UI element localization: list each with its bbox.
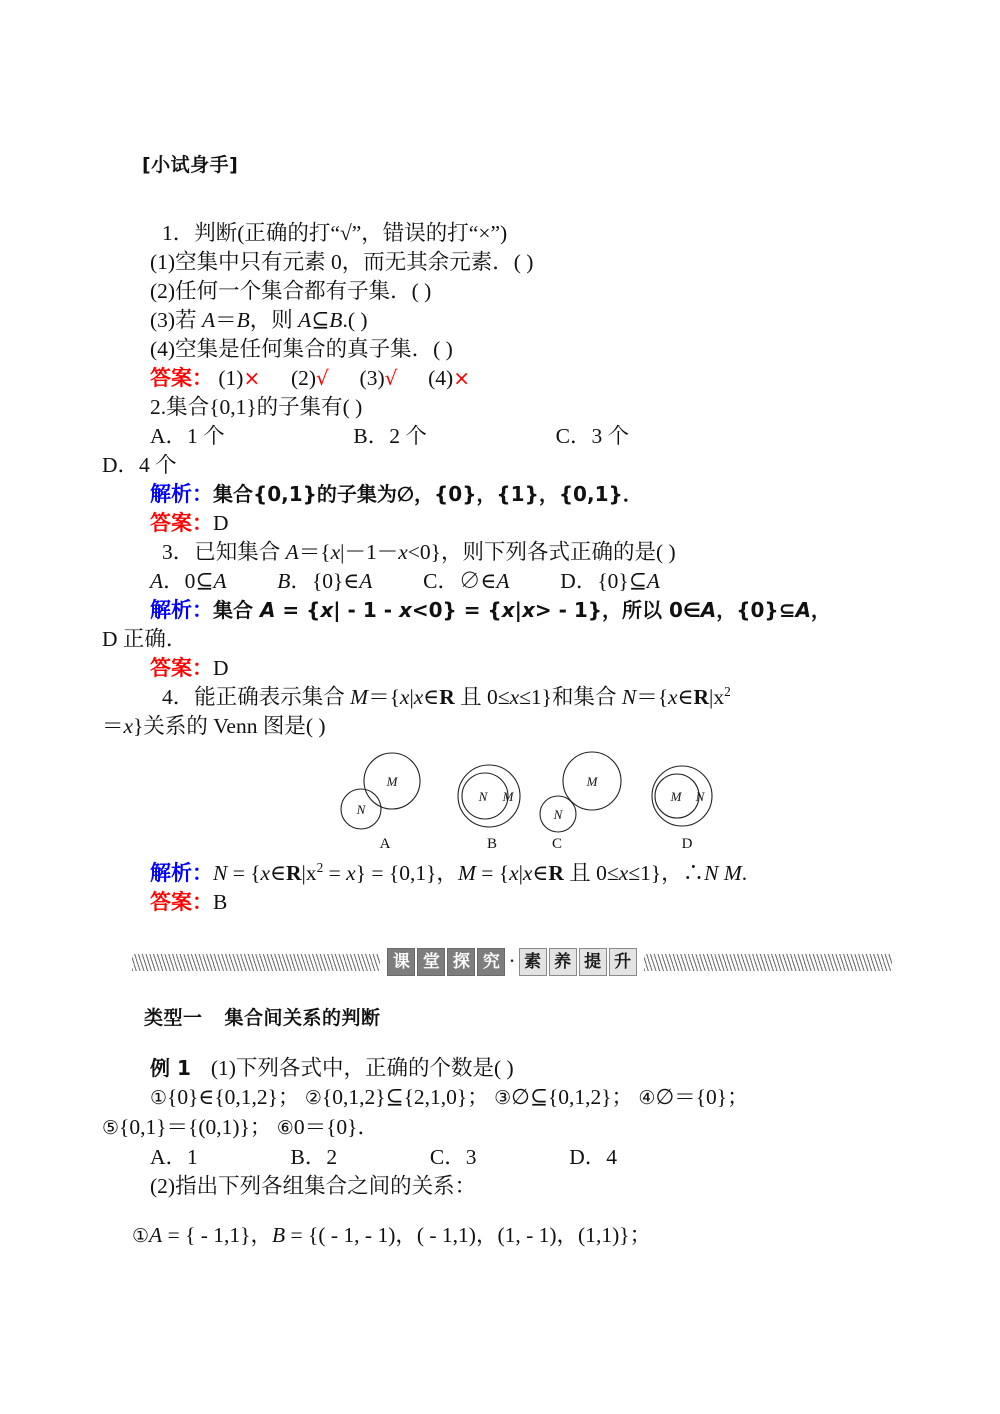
example1-choice-b: B．2 xyxy=(290,1145,338,1169)
q2-analysis-row xyxy=(132,480,892,509)
q1-item-1: (1)空集中只有元素 0，而无其余元素．( ) xyxy=(150,250,534,274)
q1-item-4: (4)空集是任何集合的真子集．( ) xyxy=(150,337,453,361)
banner-separator: · xyxy=(509,953,515,970)
example1-statements-row-2 xyxy=(102,1113,892,1143)
q1-stem: 1．判断(正确的打“√”，错误的打“×”) xyxy=(162,221,508,245)
statement-text-4: ∅＝{0}； xyxy=(655,1085,749,1109)
example1-heading-row xyxy=(132,1054,892,1083)
q1-answer-mark-3-num: (3) xyxy=(359,366,385,390)
hatch-left xyxy=(132,954,380,971)
banner-char-4: 究 xyxy=(477,948,505,976)
q1-answer-mark-1-num: (1) xyxy=(218,366,244,390)
q2-answer-row xyxy=(132,509,892,538)
q4-stem-line-1 xyxy=(132,683,892,712)
q4-stem-text-2: ＝x}关系的 Venn 图是( ) xyxy=(102,714,326,738)
q3-answer-label: 答案： xyxy=(150,656,213,680)
section-tag-heading: [小试身手] xyxy=(142,154,239,176)
example1-choice-row xyxy=(132,1143,892,1172)
statement-text-2: {0,1,2}⊆{2,1,0}； xyxy=(321,1085,489,1109)
banner-char-6: 养 xyxy=(549,948,577,976)
svg-text:M: M xyxy=(386,774,398,789)
q2-choice-d: D．4 个 xyxy=(102,453,177,477)
venn-diagram-strip xyxy=(132,751,892,851)
q1-answer-label: 答案： xyxy=(150,366,213,390)
part2-item-text-1: A = { - 1,1}，B = {( - 1, - 1)，( - 1,1)，(1, - 1)，(1,1)}； xyxy=(149,1223,652,1247)
q3-analysis-label: 解析： xyxy=(150,598,213,622)
statement-num-4: ④ xyxy=(638,1087,656,1109)
q4-analysis-row xyxy=(132,859,892,888)
q2-choice-row-2 xyxy=(102,451,892,480)
statement-num-6: ⑥ xyxy=(276,1117,294,1139)
q1-item-2: (2)任何一个集合都有子集．( ) xyxy=(150,279,432,303)
type-one-label: 类型一 xyxy=(144,1007,203,1029)
q2-stem: 2.集合{0,1}的子集有( ) xyxy=(150,395,363,419)
venn-option-d[interactable] xyxy=(632,751,742,851)
statement-text-5: {0,1}＝{(0,1)}； xyxy=(119,1115,272,1139)
venn-d-caption: D xyxy=(681,836,693,852)
hatch-right xyxy=(644,954,892,971)
banner-title-group xyxy=(380,948,643,976)
venn-option-c[interactable] xyxy=(530,751,640,851)
example1-part2-stem: (2)指出下列各组集合之间的关系： xyxy=(150,1174,477,1198)
q2-analysis-text: 集合{0,1}的子集为∅，{0}，{1}，{0,1}． xyxy=(213,482,643,506)
q1-answer-mark-2-num: (2) xyxy=(290,366,317,390)
q2-choice-row-1 xyxy=(132,422,892,451)
q1-item-3-text: (3)若 A＝B，则 A⊆B.( ) xyxy=(150,308,368,332)
venn-b-caption: B xyxy=(486,836,497,852)
q1-answer-mark-1: × xyxy=(243,366,261,390)
statement-num-1: ① xyxy=(150,1087,168,1109)
svg-text:M: M xyxy=(502,789,514,804)
q4-answer-label: 答案： xyxy=(150,890,213,914)
svg-text:N: N xyxy=(356,802,366,817)
example1-part2-item-1 xyxy=(132,1221,892,1251)
statement-text-3: ∅⊆{0,1,2}； xyxy=(511,1085,634,1109)
q4-stem-line-2 xyxy=(102,712,892,741)
q3-choice-a: A．0⊆A xyxy=(150,569,227,593)
venn-c-svg xyxy=(530,751,640,839)
statement-text-6: 0＝{0}． xyxy=(293,1115,379,1139)
q3-analysis-text: 集合 A = {x| - 1 - x<0} = {x|x> - 1}，所以 0∈A，{0}⊆A， xyxy=(213,598,831,622)
banner-char-5: 素 xyxy=(519,948,547,976)
banner-char-7: 提 xyxy=(579,948,607,976)
type-one-heading xyxy=(144,1003,892,1030)
banner-char-2: 堂 xyxy=(417,948,445,976)
q2-choice-b: B．2 个 xyxy=(353,424,427,448)
section-divider-banner xyxy=(132,943,892,981)
venn-c-caption: C xyxy=(551,836,562,852)
svg-text:N: N xyxy=(553,807,563,822)
example1-label: 例 1 xyxy=(150,1056,191,1080)
statement-num-5: ⑤ xyxy=(102,1117,120,1139)
svg-text:N: N xyxy=(478,789,488,804)
q1-item-3 xyxy=(132,306,892,335)
q1-answer-mark-2: √ xyxy=(316,366,329,390)
q1-answer-mark-4-num: (4) xyxy=(428,366,454,390)
venn-a-caption: A xyxy=(379,836,391,852)
svg-text:M: M xyxy=(670,789,682,804)
example1-choice-a: A．1 xyxy=(150,1145,198,1169)
statement-text-1: {0}∈{0,1,2}； xyxy=(167,1085,300,1109)
q2-answer-label: 答案： xyxy=(150,511,213,535)
q2-analysis-label: 解析： xyxy=(150,482,213,506)
q1-answer-mark-4: × xyxy=(453,366,470,390)
q4-answer-value: B xyxy=(213,890,228,914)
q3-choice-b: B．{0}∈A xyxy=(277,569,373,593)
q2-answer-value: D xyxy=(213,511,229,535)
q3-analysis-row xyxy=(132,596,892,625)
q3-choice-c: C．∅∈A xyxy=(423,569,510,593)
q1-answer-mark-3: √ xyxy=(384,366,398,390)
banner-char-1: 课 xyxy=(387,948,415,976)
q2-choice-a: A．1 个 xyxy=(150,424,225,448)
q3-analysis-text-2: D 正确． xyxy=(102,627,188,651)
q2-choice-c: C．3 个 xyxy=(555,424,630,448)
example1-part1-stem: (1)下列各式中，正确的个数是( ) xyxy=(210,1056,514,1080)
example1-choice-d: D．4 xyxy=(569,1145,617,1169)
q3-choice-d: D．{0}⊆A xyxy=(560,569,660,593)
statement-num-2: ② xyxy=(304,1087,322,1109)
q4-analysis-text: $N = \{x\in R|x^2 = x\} = \{0,1\}$，M = {x|x∈R 且 0≤x≤1}，∴N M. xyxy=(213,859,748,885)
q3-answer-value: D xyxy=(213,656,229,680)
svg-text:N: N xyxy=(695,789,705,804)
q4-answer-row xyxy=(132,888,892,917)
venn-option-a[interactable] xyxy=(330,751,440,851)
example1-statements-row-1 xyxy=(132,1083,892,1113)
q3-analysis-continued xyxy=(102,625,892,654)
type-one-title: 集合间关系的判断 xyxy=(224,1007,381,1029)
page-content xyxy=(102,150,892,1251)
q3-answer-row xyxy=(132,654,892,683)
banner-char-3: 探 xyxy=(447,948,475,976)
example1-choice-c: C．3 xyxy=(429,1145,477,1169)
q1-answer-row xyxy=(132,364,892,393)
venn-a-svg xyxy=(330,751,440,839)
q3-choice-row xyxy=(132,567,892,596)
q3-stem: 3．已知集合 A＝{x|－1－x<0}，则下列各式正确的是( ) xyxy=(162,540,676,564)
q4-stem-text-1: 4．能正确表示集合 M＝{x|x∈R 且 0≤x≤1}和集合 $N=\{x\in R|x^2$ xyxy=(162,683,731,709)
venn-d-svg xyxy=(632,751,742,839)
svg-text:M: M xyxy=(586,774,598,789)
banner-char-8: 升 xyxy=(609,948,637,976)
statement-num-3: ③ xyxy=(494,1087,512,1109)
q4-analysis-label: 解析： xyxy=(150,861,213,885)
part2-item-num-1: ① xyxy=(132,1225,150,1247)
